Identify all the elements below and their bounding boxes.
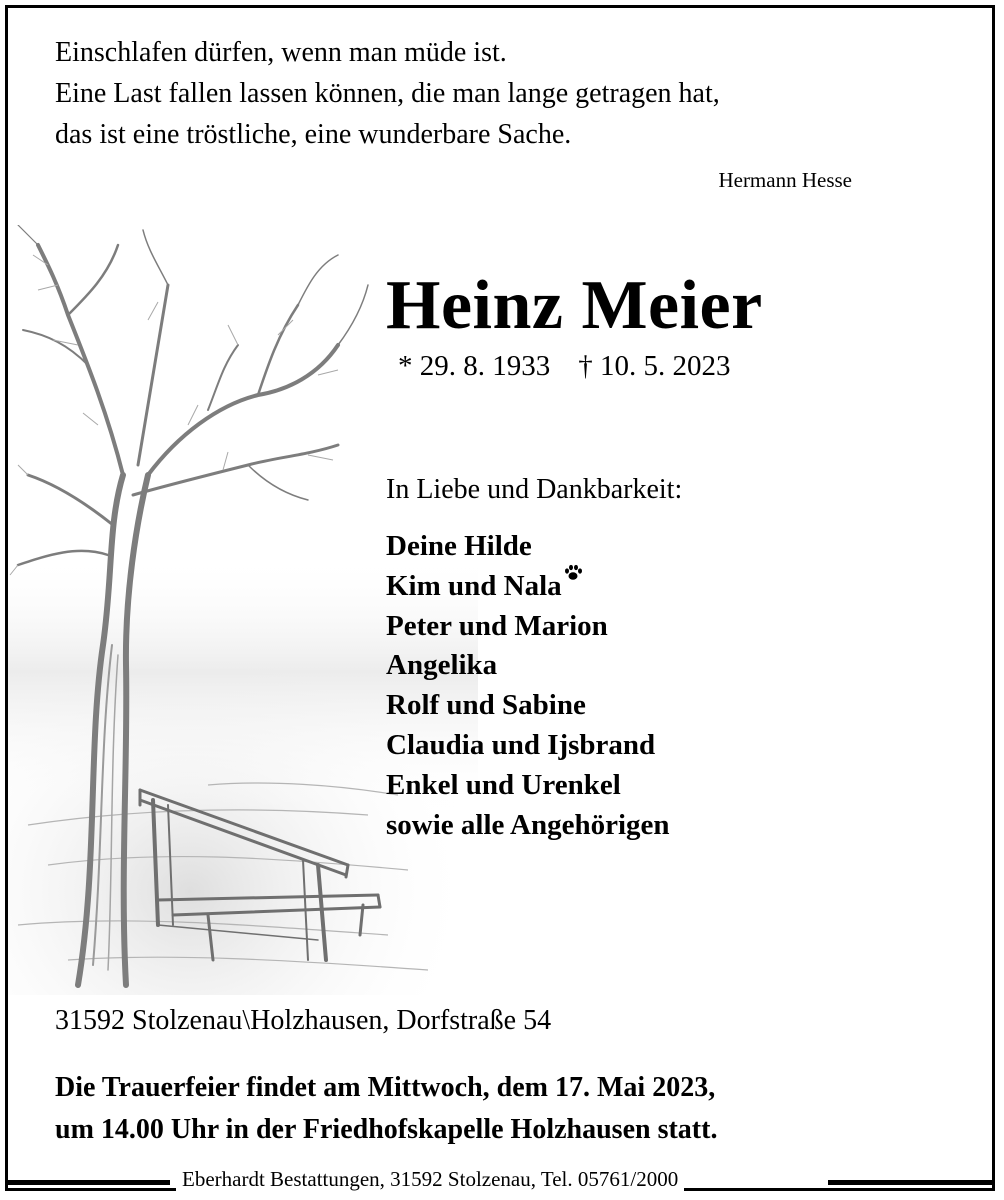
quote	[55, 32, 720, 155]
footer	[0, 1167, 1004, 1195]
family-member: Peter und Marion	[386, 609, 608, 642]
family-member: Rolf und Sabine	[386, 689, 586, 722]
family-list	[386, 527, 670, 845]
family-member: sowie alle Angehörigen	[386, 808, 670, 841]
footer-rule-left	[5, 1180, 170, 1185]
birth-date: * 29. 8. 1933	[398, 350, 551, 382]
ceremony-line: um 14.00 Uhr in der Friedhofskapelle Holzhausen statt.	[55, 1114, 718, 1145]
family-member: Kim und Nala	[386, 569, 562, 602]
family-member: Angelika	[386, 649, 498, 682]
quote-line: Eine Last fallen lassen können, die man lange getragen hat,	[55, 78, 720, 109]
deceased-name: Heinz Meier	[386, 267, 763, 344]
family-member-row	[386, 567, 670, 607]
thanks-line: In Liebe und Dankbarkeit:	[386, 474, 683, 505]
quote-line: Einschlafen dürfen, wenn man müde ist.	[55, 37, 507, 68]
quote-line: das ist eine tröstliche, eine wunderbare Sache.	[55, 119, 572, 150]
ceremony-line: Die Trauerfeier findet am Mittwoch, dem 17. Mai 2023,	[55, 1072, 716, 1103]
address: 31592 Stolzenau\Holzhausen, Dorfstraße 54	[55, 1005, 552, 1036]
death-date: † 10. 5. 2023	[578, 350, 731, 382]
paw-icon	[563, 563, 583, 583]
footer-rule-right	[828, 1180, 994, 1185]
family-member: Deine Hilde	[386, 530, 532, 562]
funeral-home: Eberhardt Bestattungen, 31592 Stolzenau, Tel. 05761/2000	[176, 1167, 684, 1192]
quote-author: Hermann Hesse	[718, 168, 852, 192]
family-member: Enkel und Urenkel	[386, 768, 621, 801]
life-dates	[398, 350, 731, 383]
family-member: Claudia und Ijsbrand	[386, 728, 656, 761]
ceremony-notice	[55, 1067, 717, 1151]
